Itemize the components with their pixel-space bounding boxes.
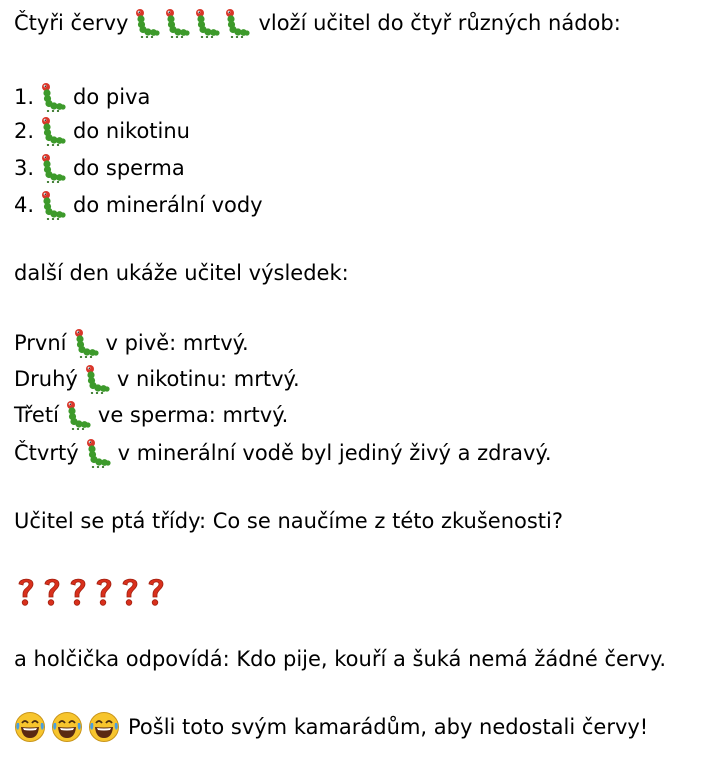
red-question-mark-icon <box>118 575 142 607</box>
question-line <box>14 504 563 538</box>
list-text: do minerální vody <box>73 193 263 217</box>
closing-line <box>14 710 648 744</box>
next-day-line <box>14 256 349 290</box>
red-question-mark-icon <box>92 575 116 607</box>
result-line <box>14 326 249 360</box>
answer-text: a holčička odpovídá: Kdo pije, kouří a šuká nemá žádné červy. <box>14 647 667 671</box>
list-text: do sperma <box>73 156 185 180</box>
intro-text-before: Čtyři červy <box>14 11 129 35</box>
worm-icon <box>40 153 66 183</box>
result-ordinal: První <box>14 331 67 355</box>
result-text: v minerální vodě byl jediný živý a zdravý. <box>117 441 552 465</box>
worm-icon <box>84 364 110 394</box>
list-text: do nikotinu <box>73 119 190 143</box>
result-line <box>14 398 288 432</box>
laughing-face-icon <box>88 711 120 743</box>
worm-icon <box>194 8 220 38</box>
red-question-mark-icon <box>40 575 64 607</box>
red-question-mark-icon <box>144 575 168 607</box>
worm-icon <box>40 190 66 220</box>
list-number: 1. <box>14 85 35 109</box>
red-question-mark-icon <box>66 575 90 607</box>
list-item <box>14 80 150 114</box>
list-number: 4. <box>14 193 35 217</box>
worm-icon <box>164 8 190 38</box>
result-ordinal: Čtvrtý <box>14 441 79 465</box>
worm-icon <box>40 82 66 112</box>
result-line <box>14 362 300 396</box>
worm-icon <box>40 116 66 146</box>
list-number: 3. <box>14 156 35 180</box>
result-ordinal: Druhý <box>14 367 78 391</box>
answer-line <box>14 642 666 676</box>
worm-icon <box>65 400 91 430</box>
intro-line <box>14 6 621 40</box>
result-text: v nikotinu: mrtvý. <box>116 367 300 391</box>
red-question-mark-icon <box>14 575 38 607</box>
list-number: 2. <box>14 119 35 143</box>
worm-icon <box>73 328 99 358</box>
list-item <box>14 114 190 148</box>
worm-icon <box>85 438 111 468</box>
next-day-text: další den ukáže učitel výsledek: <box>14 261 349 285</box>
laughing-face-icon <box>51 711 83 743</box>
closing-text: Pošli toto svým kamarádům, aby nedostali červy! <box>128 715 649 739</box>
worm-icon <box>134 8 160 38</box>
intro-text-after: vloží učitel do čtyř různých nádob: <box>258 11 621 35</box>
result-text: v pivě: mrtvý. <box>105 331 249 355</box>
question-marks-row <box>14 574 168 608</box>
result-ordinal: Třetí <box>14 403 59 427</box>
list-text: do piva <box>73 85 151 109</box>
worm-icon <box>224 8 250 38</box>
laughing-face-icon <box>14 711 46 743</box>
result-text: ve sperma: mrtvý. <box>97 403 289 427</box>
result-line <box>14 436 552 470</box>
list-item <box>14 151 185 185</box>
list-item <box>14 188 263 222</box>
question-text: Učitel se ptá třídy: Co se naučíme z této zkušenosti? <box>14 509 564 533</box>
